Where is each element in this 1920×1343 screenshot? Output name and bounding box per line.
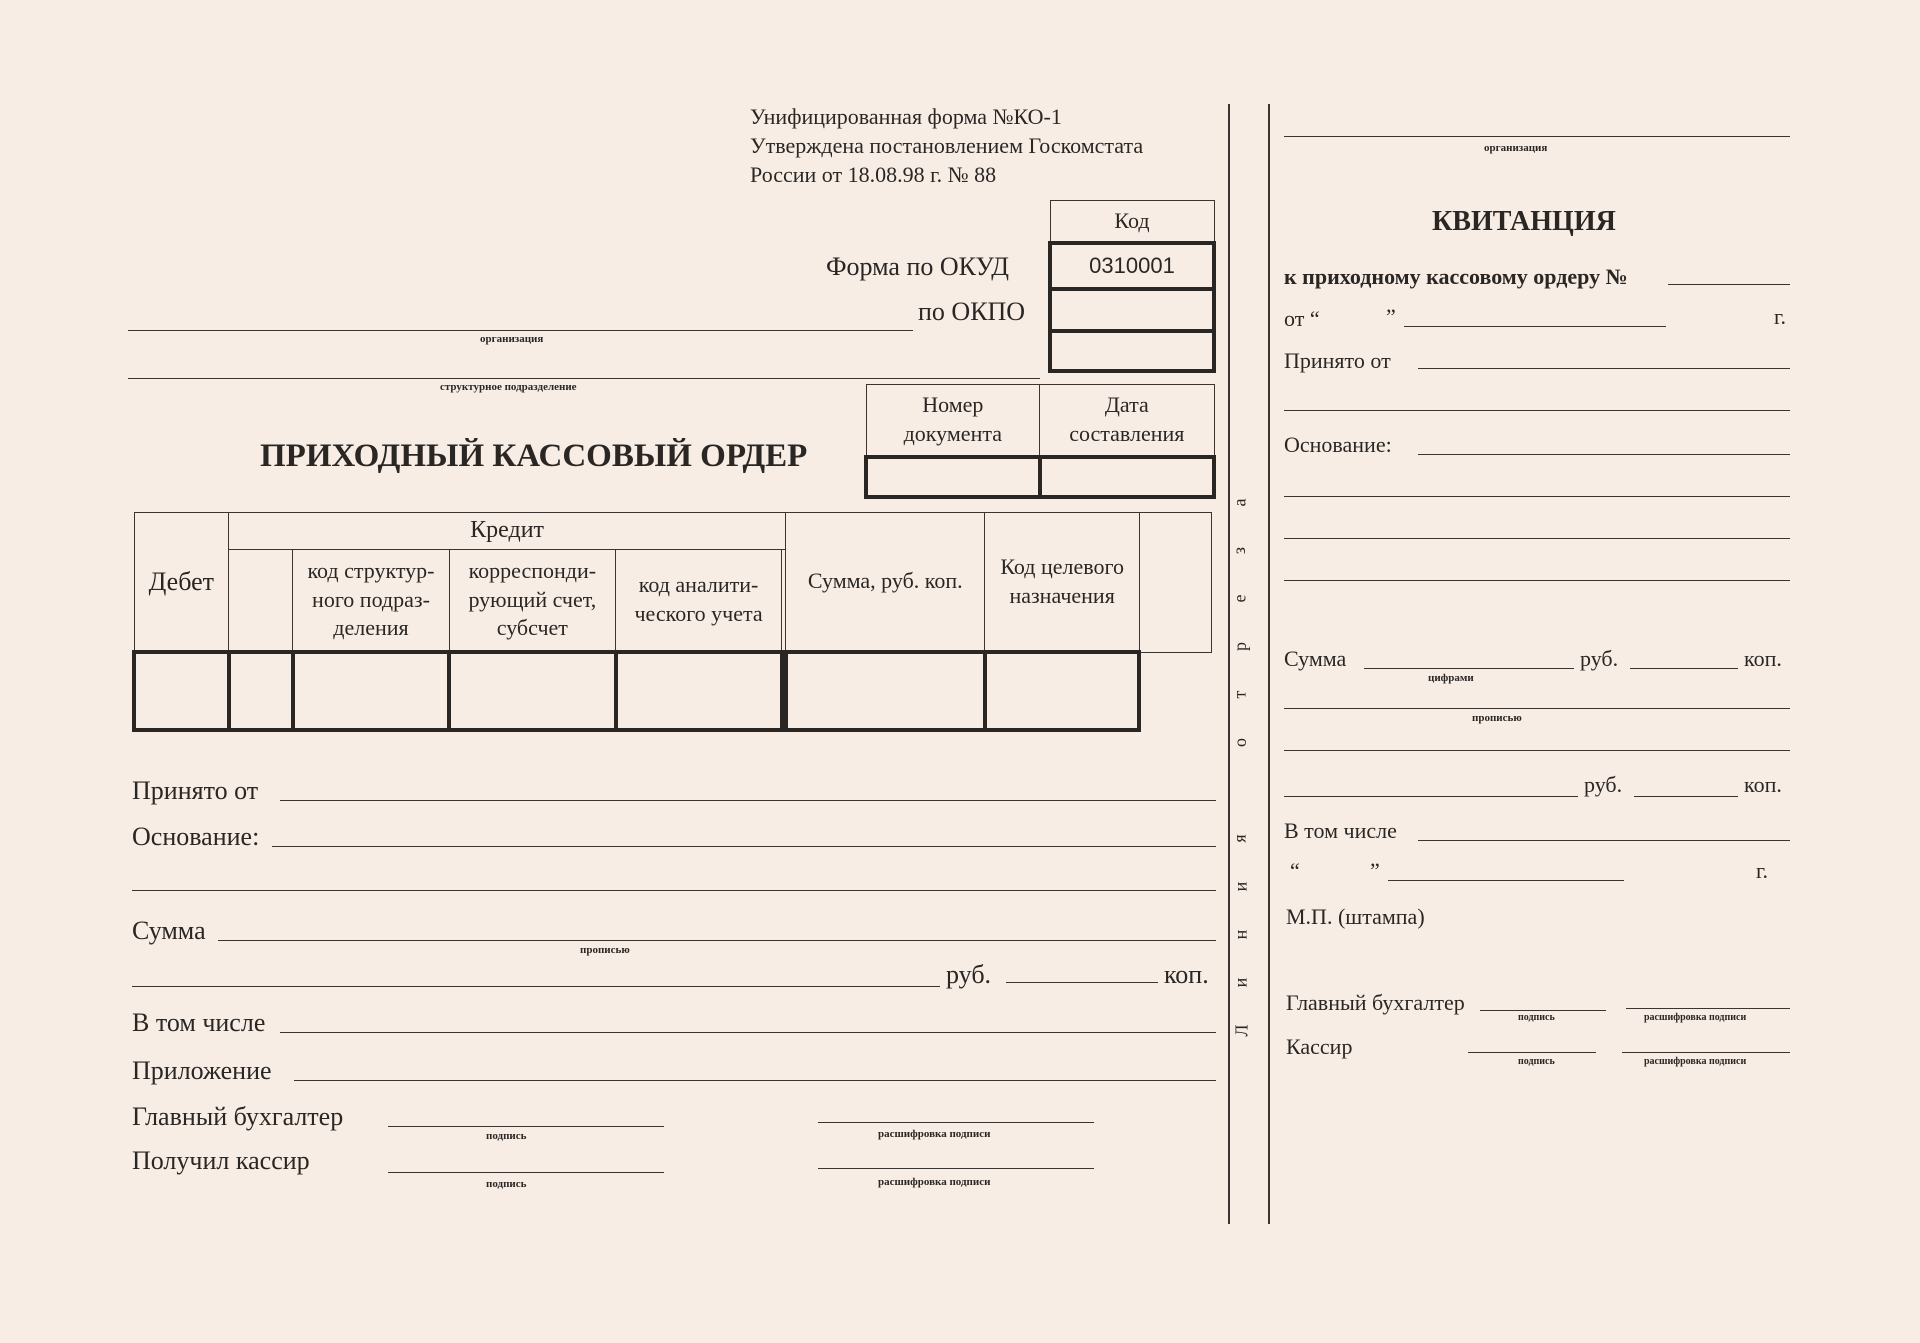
doc-number-header: Номер документа: [866, 385, 1040, 458]
receipt-figures-caption: цифрами: [1428, 672, 1474, 684]
receipt-basis-line-1[interactable]: [1418, 454, 1790, 455]
doc-number-cell[interactable]: [866, 457, 1040, 497]
credit-header: Кредит: [229, 513, 786, 550]
purpose-cell[interactable]: [786, 652, 985, 730]
receipt-rub-label-2: руб.: [1584, 772, 1623, 797]
cut-line-letter: я: [1229, 834, 1250, 843]
structural-unit-caption: структурное подразделение: [440, 381, 577, 393]
cashier-decoding-line[interactable]: [818, 1168, 1094, 1169]
code-empty: [1050, 331, 1214, 371]
okud-label: Форма по ОКУД: [826, 252, 1009, 281]
organization-line[interactable]: [128, 330, 913, 331]
receipt-chief-signature-line[interactable]: [1480, 1010, 1606, 1011]
credit-unit-code-header: код структур- ного подраз- деления: [293, 550, 449, 653]
signature-decoding-caption: расшифровка подписи: [878, 1128, 991, 1140]
receipt-kop-label: коп.: [1744, 646, 1782, 671]
receipt-stamp-label: М.П. (штампа): [1286, 904, 1425, 929]
rub-label: руб.: [946, 960, 992, 989]
extra-header: [1139, 513, 1211, 653]
cut-line-letter: и: [1230, 881, 1251, 892]
receipt-received-from-line[interactable]: [1418, 368, 1790, 369]
extra-cell[interactable]: [985, 652, 1139, 730]
signature-decoding-caption: расшифровка подписи: [878, 1176, 991, 1188]
receipt-including-label: В том числе: [1284, 818, 1397, 843]
receipt-organization-line[interactable]: [1284, 136, 1790, 137]
chief-accountant-label: Главный бухгалтер: [132, 1102, 344, 1131]
receipt-received-from-label: Принято от: [1284, 348, 1391, 373]
receipt-including-line[interactable]: [1418, 840, 1790, 841]
receipt-cashier-signature-line[interactable]: [1468, 1052, 1596, 1053]
receipt-sum-words-line-1[interactable]: [1284, 708, 1790, 709]
cashier-signature-line[interactable]: [388, 1172, 664, 1173]
form-header-line1: Унифицированная форма №КО-1: [750, 104, 1062, 129]
cut-line-right: [1268, 104, 1270, 1224]
receipt-sum-words-line-3[interactable]: [1284, 796, 1578, 797]
credit-unit-code-cell[interactable]: [293, 652, 449, 730]
including-line[interactable]: [280, 1032, 1216, 1033]
receipt-kop-line-2[interactable]: [1634, 796, 1738, 797]
cut-line-left: [1228, 104, 1230, 1224]
credit-blank-cell[interactable]: [229, 652, 293, 730]
receipt-kop-label-2: коп.: [1744, 772, 1782, 797]
doc-date-cell[interactable]: [1040, 457, 1214, 497]
code-box: [1048, 200, 1216, 373]
receipt-sum-label: Сумма: [1284, 646, 1347, 671]
receipt-sum-words-line-2[interactable]: [1284, 750, 1790, 751]
attachment-label: Приложение: [132, 1056, 272, 1085]
table-row: [134, 652, 1212, 730]
signature-caption: подпись: [1518, 1012, 1555, 1023]
cut-line-letter: з: [1229, 546, 1250, 555]
debit-header: Дебет: [134, 513, 229, 653]
credit-account-cell[interactable]: [449, 652, 616, 730]
receipt-organization-caption: организация: [1484, 142, 1548, 154]
order-title: ПРИХОДНЫЙ КАССОВЫЙ ОРДЕР: [260, 438, 808, 474]
purpose-header: Код целевого назначения: [985, 513, 1139, 653]
chief-accountant-decoding-line[interactable]: [818, 1122, 1094, 1123]
receipt-date-line-2[interactable]: [1388, 880, 1624, 881]
receipt-quote-close-2: ”: [1370, 858, 1380, 883]
receipt-quote-open: “: [1290, 858, 1300, 883]
receipt-title: КВИТАНЦИЯ: [1432, 206, 1616, 237]
receipt-kop-line[interactable]: [1630, 668, 1738, 669]
signature-decoding-caption: расшифровка подписи: [1644, 1012, 1747, 1023]
structural-unit-line[interactable]: [128, 378, 1040, 379]
okpo-value[interactable]: [1050, 289, 1214, 331]
receipt-cashier-decoding-line[interactable]: [1622, 1052, 1790, 1053]
receipt-order-number-line[interactable]: [1668, 284, 1790, 285]
credit-analytics-cell[interactable]: [616, 652, 782, 730]
receipt-rub-label: руб.: [1580, 646, 1619, 671]
received-from-label: Принято от: [132, 776, 259, 805]
receipt-quote-close: ”: [1386, 304, 1396, 329]
credit-account-header: корреспонди- рующий счет, субсчет: [449, 550, 616, 653]
okud-value[interactable]: 0310001: [1050, 243, 1214, 289]
receipt-received-from-line-2[interactable]: [1284, 410, 1790, 411]
sum-rub-line[interactable]: [132, 986, 940, 987]
receipt-sum-figures-line[interactable]: [1364, 668, 1574, 669]
cut-line-letter: и: [1230, 977, 1251, 988]
signature-caption: подпись: [486, 1178, 527, 1190]
signature-caption: подпись: [1518, 1056, 1555, 1067]
code-head: Код: [1050, 201, 1214, 244]
okpo-label: по ОКПО: [918, 297, 1026, 326]
cut-line-letter: р: [1230, 642, 1250, 651]
cashier-received-label: Получил кассир: [132, 1146, 310, 1175]
basis-line-2[interactable]: [132, 890, 1216, 891]
cut-line-letter: е: [1229, 594, 1250, 603]
kop-label: коп.: [1164, 960, 1209, 989]
sum-label: Сумма: [132, 916, 206, 945]
receipt-chief-decoding-line[interactable]: [1626, 1008, 1790, 1009]
form-header-line3: России от 18.08.98 г. № 88: [750, 162, 997, 187]
basis-label: Основание:: [132, 822, 260, 851]
cut-line-letter: Л: [1231, 1024, 1252, 1037]
basis-line-1[interactable]: [272, 846, 1216, 847]
sum-kop-line[interactable]: [1006, 982, 1158, 983]
receipt-cashier-label: Кассир: [1286, 1034, 1353, 1059]
cut-line-letter: а: [1229, 498, 1250, 507]
doc-number-date-table: [864, 384, 1216, 499]
receipt-to-order-label: к приходному кассовому ордеру №: [1284, 264, 1628, 289]
chief-accountant-signature-line[interactable]: [388, 1126, 664, 1127]
attachment-line[interactable]: [294, 1080, 1216, 1081]
signature-caption: подпись: [486, 1130, 527, 1142]
receipt-basis-line-4[interactable]: [1284, 580, 1790, 581]
receipt-chief-accountant-label: Главный бухгалтер: [1286, 990, 1465, 1015]
cut-line-letter: н: [1230, 929, 1251, 940]
receipt-words-caption: прописью: [1472, 712, 1522, 724]
sum-header: Сумма, руб. коп.: [786, 513, 985, 653]
receipt-from-label: от “: [1284, 306, 1320, 331]
receipt-date-line[interactable]: [1404, 326, 1666, 327]
receipt-year-label: г.: [1774, 304, 1787, 329]
including-label: В том числе: [132, 1008, 266, 1037]
received-from-line[interactable]: [280, 800, 1216, 801]
receipt-year-label-2: г.: [1756, 858, 1769, 883]
signature-decoding-caption: расшифровка подписи: [1644, 1056, 1747, 1067]
receipt-basis-line-3[interactable]: [1284, 538, 1790, 539]
cut-line-letter: о: [1230, 738, 1250, 747]
sum-words-caption: прописью: [580, 944, 630, 956]
doc-date-header: Дата составления: [1040, 385, 1214, 458]
credit-analytics-header: код аналити- ческого учета: [616, 550, 782, 653]
sum-words-line[interactable]: [218, 940, 1216, 941]
debit-cell[interactable]: [134, 652, 229, 730]
form-header-line2: Утверждена постановлением Госкомстата: [750, 133, 1144, 158]
cut-line-letter: т: [1229, 690, 1250, 699]
credit-blank-col: [229, 550, 293, 653]
receipt-basis-line-2[interactable]: [1284, 496, 1790, 497]
organization-caption: организация: [480, 333, 544, 345]
accounting-table: [132, 512, 1212, 732]
receipt-basis-label: Основание:: [1284, 432, 1392, 457]
